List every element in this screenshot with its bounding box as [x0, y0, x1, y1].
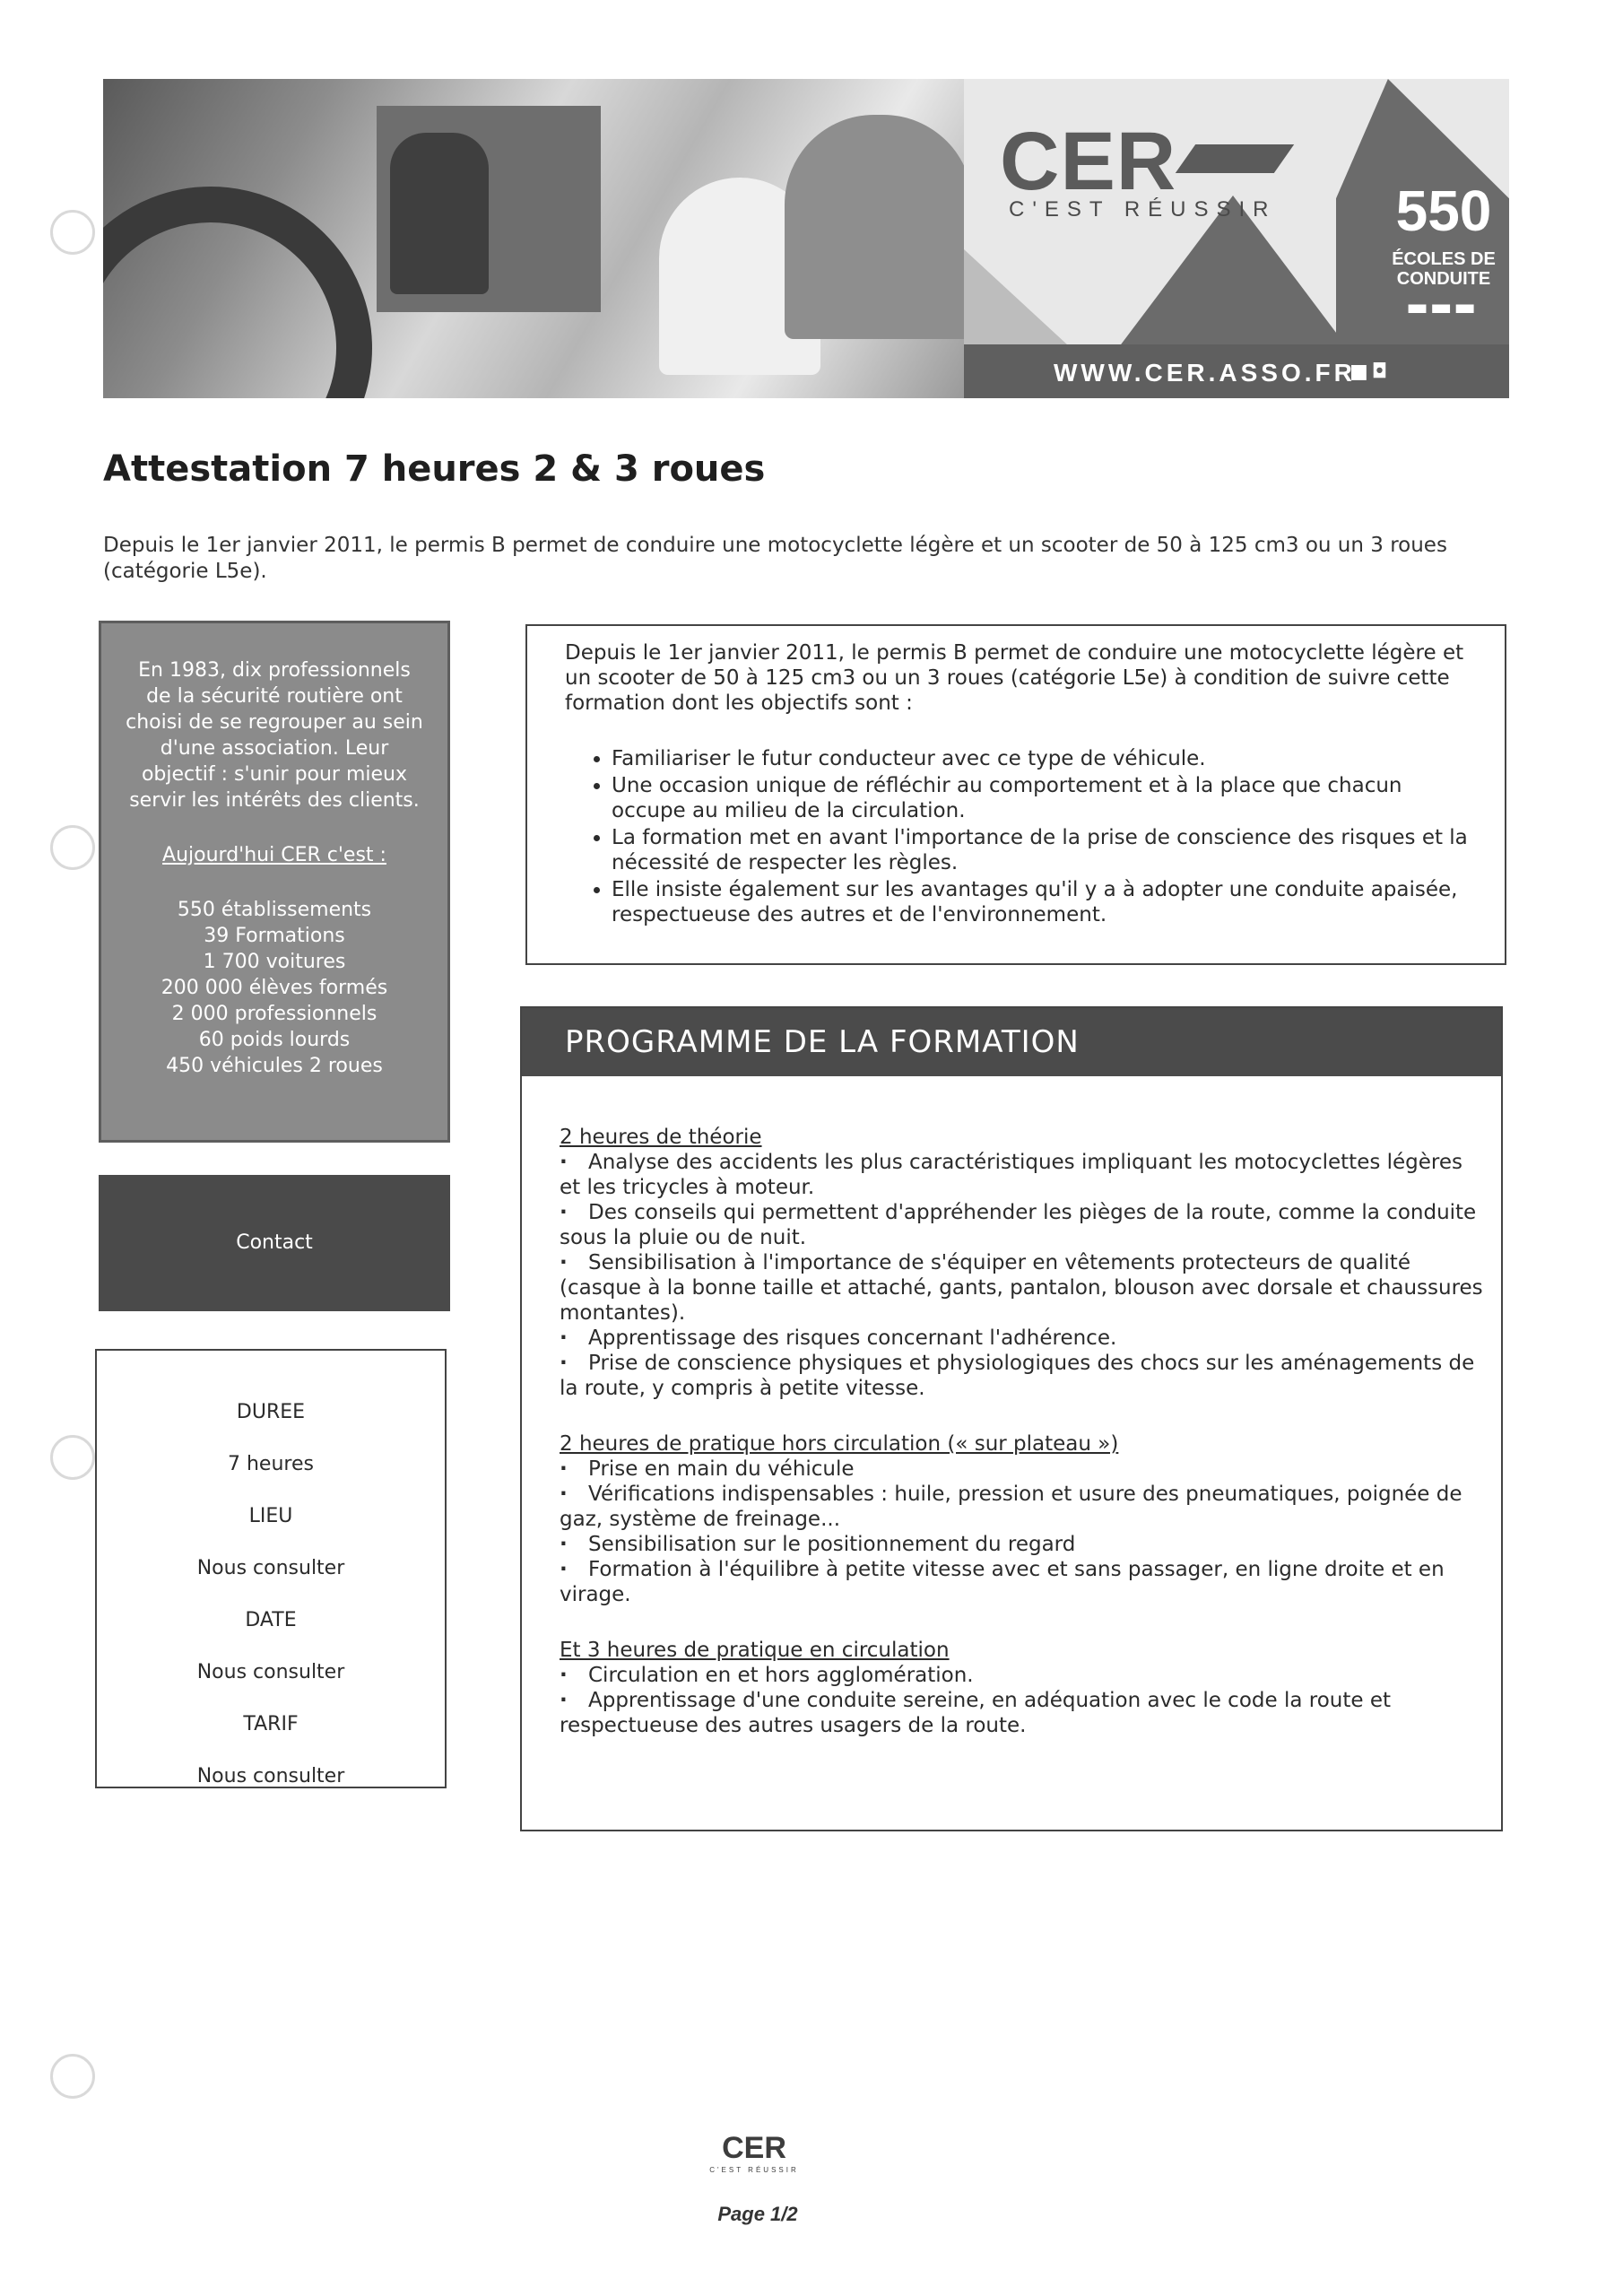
stat-item: 450 véhicules 2 roues — [166, 1055, 383, 1077]
stat-item: 60 poids lourds — [198, 1029, 351, 1051]
programme-item: · Vérifications indispensables : huile, pression et usure des pneumatiques, poignée de gaz, système de freinage... — [560, 1482, 1483, 1532]
objective-item: • Elle insiste également sur les avantages qu'il y a à adopter une conduite apaisée, respectueuse des autres et de l'environnement. — [612, 877, 1481, 927]
punch-hole — [50, 2054, 95, 2099]
classroom-photo — [103, 79, 964, 398]
objective-item: • Une occasion unique de réfléchir au comportement et à la place que chacun occupe au milieu de la circulation. — [612, 773, 1481, 823]
programme-section — [560, 1431, 1483, 1607]
programme-body — [522, 1076, 1501, 1738]
punch-hole — [50, 1435, 95, 1480]
punch-hole — [50, 210, 95, 255]
section-title: Et 3 heures de pratique en circulation — [560, 1639, 950, 1662]
footer-logo: CER C'EST RÉUSSIR — [709, 2131, 799, 2174]
cer-logo: CER — [1000, 115, 1284, 209]
schools-count: 550 — [1395, 178, 1492, 243]
price-value: Nous consulter — [196, 1765, 345, 1787]
programme-item: · Prise en main du véhicule — [560, 1457, 1483, 1482]
section-title: 2 heures de théorie — [560, 1126, 762, 1149]
programme-item: · Prise de conscience physiques et physiologiques des chocs sur les aménagements de la route, y compris à petite vitesse. — [560, 1351, 1483, 1401]
programme-section — [560, 1638, 1483, 1738]
header-banner — [103, 79, 1509, 398]
programme-box — [520, 1006, 1503, 1831]
stat-item: 1 700 voitures — [203, 951, 346, 973]
objectives-list — [612, 746, 1481, 927]
facebook-icon[interactable]: ■ — [1350, 361, 1372, 383]
objective-item: • La formation met en avant l'importance de la prise de conscience des risques et la nécessité de respecter les règles. — [612, 825, 1481, 875]
duration-label: DUREE — [236, 1401, 306, 1423]
programme-item: · Analyse des accidents les plus caractéristiques impliquant les motocyclettes légères et les tricycles à moteur. — [560, 1150, 1483, 1200]
stat-item: 39 Formations — [204, 925, 345, 947]
location-label: LIEU — [248, 1505, 293, 1527]
contact-button[interactable]: Contact — [99, 1175, 450, 1311]
duration-value: 7 heures — [228, 1453, 314, 1475]
website-link[interactable]: WWW.CER.ASSO.FR — [1054, 359, 1356, 387]
programme-item: · Circulation en et hors agglomération. — [560, 1663, 1483, 1688]
details-box — [95, 1349, 447, 1788]
cer-tagline: C'EST RÉUSSIR — [1009, 197, 1277, 222]
objectives-box — [525, 624, 1506, 965]
objectives-intro: Depuis le 1er janvier 2011, le permis B permet de conduire une motocyclette légère et un scooter de 50 à 125 cm3 ou un 3 roues (catégorie L5e) à condition de suivre cette formation dont les objectifs sont : — [565, 641, 1464, 715]
page-title: Attestation 7 heures 2 & 3 roues — [103, 448, 766, 490]
programme-item: · Sensibilisation à l'importance de s'équiper en vêtements protecteurs de qualité (casque à la bonne taille et attaché, gants, pantalon, blouson avec dorsale et chaussures montantes). — [560, 1250, 1483, 1326]
programme-section — [560, 1125, 1483, 1401]
stat-item: 200 000 élèves formés — [161, 977, 388, 999]
social-icons — [1350, 361, 1391, 383]
instagram-icon[interactable]: ◘ — [1371, 361, 1392, 383]
about-link[interactable]: Aujourd'hui CER c'est : — [162, 844, 386, 866]
section-title: 2 heures de pratique hors circulation (« sur plateau ») — [560, 1432, 1119, 1456]
programme-item: · Sensibilisation sur le positionnement du regard — [560, 1532, 1483, 1557]
vehicles-icon: ▬▬▬ — [1406, 294, 1478, 321]
about-text: En 1983, dix professionnels de la sécurité routière ont choisi de se regrouper au sein d'une association. Leur objectif : s'unir pour mieux servir les intérêts des clients. — [126, 659, 423, 812]
stats-list — [125, 897, 424, 1079]
programme-item: · Apprentissage des risques concernant l'adhérence. — [560, 1326, 1483, 1351]
date-value: Nous consulter — [196, 1661, 345, 1683]
schools-label: ÉCOLES DE CONDUITE — [1392, 249, 1496, 289]
objective-item: • Familiariser le futur conducteur avec ce type de véhicule. — [612, 746, 1481, 771]
location-value: Nous consulter — [196, 1557, 345, 1579]
page-number: Page 1/2 — [717, 2203, 798, 2225]
programme-header: PROGRAMME DE LA FORMATION — [522, 1008, 1501, 1076]
stat-item: 550 établissements — [177, 899, 372, 921]
programme-item: · Formation à l'équilibre à petite vitesse avec et sans passager, en ligne droite et en virage. — [560, 1557, 1483, 1607]
punch-hole — [50, 825, 95, 870]
about-box — [99, 621, 450, 1143]
programme-item: · Apprentissage d'une conduite sereine, en adéquation avec le code la route et respectueuse des autres usagers de la route. — [560, 1688, 1483, 1738]
intro-text: Depuis le 1er janvier 2011, le permis B permet de conduire une motocyclette légère et un scooter de 50 à 125 cm3 ou un 3 roues (catégorie L5e). — [103, 534, 1447, 583]
date-label: DATE — [245, 1609, 297, 1631]
price-label: TARIF — [243, 1713, 299, 1735]
stat-item: 2 000 professionnels — [171, 1003, 378, 1025]
programme-item: · Des conseils qui permettent d'appréhender les pièges de la route, comme la conduite sous la pluie ou de nuit. — [560, 1200, 1483, 1250]
